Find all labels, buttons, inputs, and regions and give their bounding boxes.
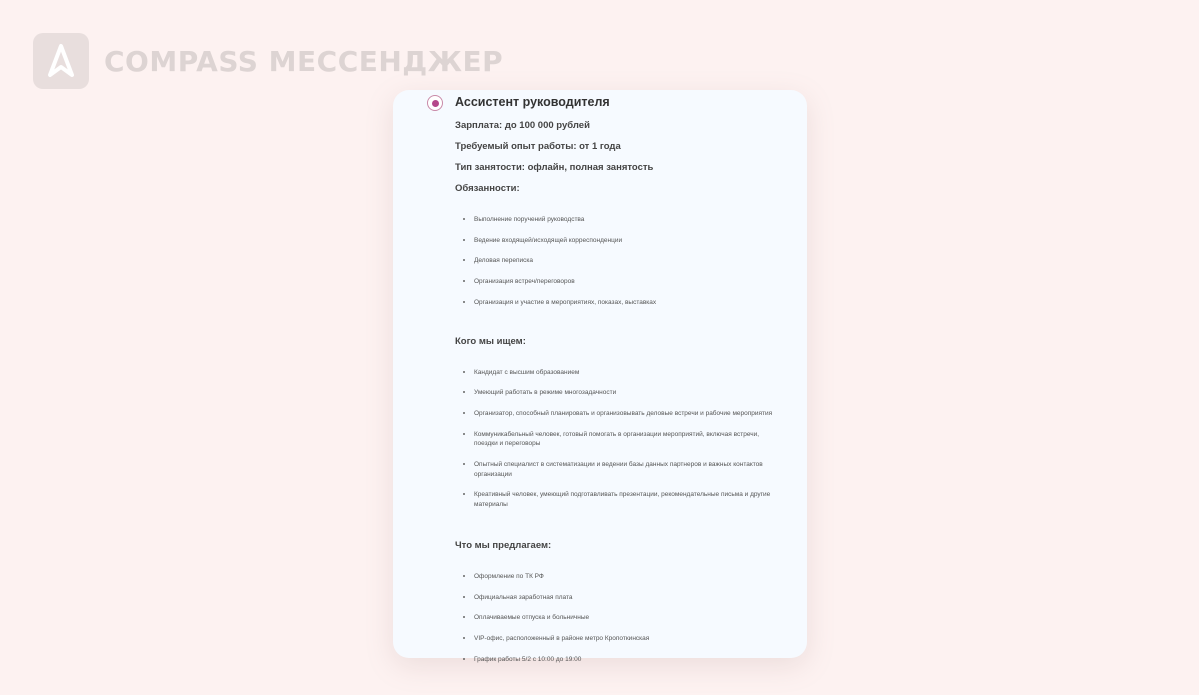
list-item: • Опытный специалист в систематизации и ведении базы данных партнеров и важных контактов организации (474, 459, 777, 479)
experience-text: Требуемый опыт работы: от 1 года (455, 141, 621, 152)
list-item: • Кандидат с высшим образованием (474, 367, 777, 378)
duties-heading: Обязанности: (455, 183, 520, 194)
vacancy-card (393, 90, 807, 663)
list-item: • Коммуникабельный человек, готовый помогать в организации мероприятий, включая встречи, поездки и переговоры (474, 429, 777, 449)
list-item: • Умеющий работать в режиме многозадачности (474, 387, 777, 398)
list-item: • Организация встреч/переговоров (474, 276, 777, 287)
list-item: • Оплачиваемые отпуска и больничные (474, 612, 777, 623)
list-item: • Деловая переписка (474, 255, 777, 266)
compass-arrow-icon (33, 33, 89, 89)
list-item: • График работы 5/2 с 10:00 до 19:00 (474, 654, 777, 665)
offer-list (455, 571, 777, 665)
employment-text: Тип занятости: офлайн, полная занятость (455, 162, 654, 173)
list-item: • VIP-офис, расположенный в районе метро Кропоткинская (474, 633, 777, 644)
radio-dot (432, 100, 439, 107)
brand-name: COMPASS МЕССЕНДЖЕР (104, 44, 504, 78)
vacancy-title: Ассистент руководителя (455, 95, 610, 109)
vacancy-content (455, 95, 777, 674)
list-item: • Официальная заработная плата (474, 592, 777, 603)
duties-list (455, 214, 777, 308)
list-item: • Креативный человек, умеющий подготавливать презентации, рекомендательные письма и другие материалы (474, 489, 777, 509)
list-item: • Организатор, способный планировать и организовывать деловые встречи и рабочие мероприятия (474, 408, 777, 419)
list-item: • Выполнение поручений руководства (474, 214, 777, 225)
list-item: • Оформление по ТК РФ (474, 571, 777, 582)
brand (33, 33, 503, 89)
whom-list (455, 367, 777, 510)
radio-selected-icon[interactable] (427, 95, 443, 111)
whom-heading: Кого мы ищем: (455, 335, 526, 347)
salary-text: Зарплата: до 100 000 рублей (455, 120, 590, 131)
list-item: • Организация и участие в мероприятиях, показах, выставках (474, 297, 777, 308)
list-item: • Ведение входящей/исходящей корреспонденции (474, 235, 777, 246)
offer-heading: Что мы предлагаем: (455, 539, 552, 551)
